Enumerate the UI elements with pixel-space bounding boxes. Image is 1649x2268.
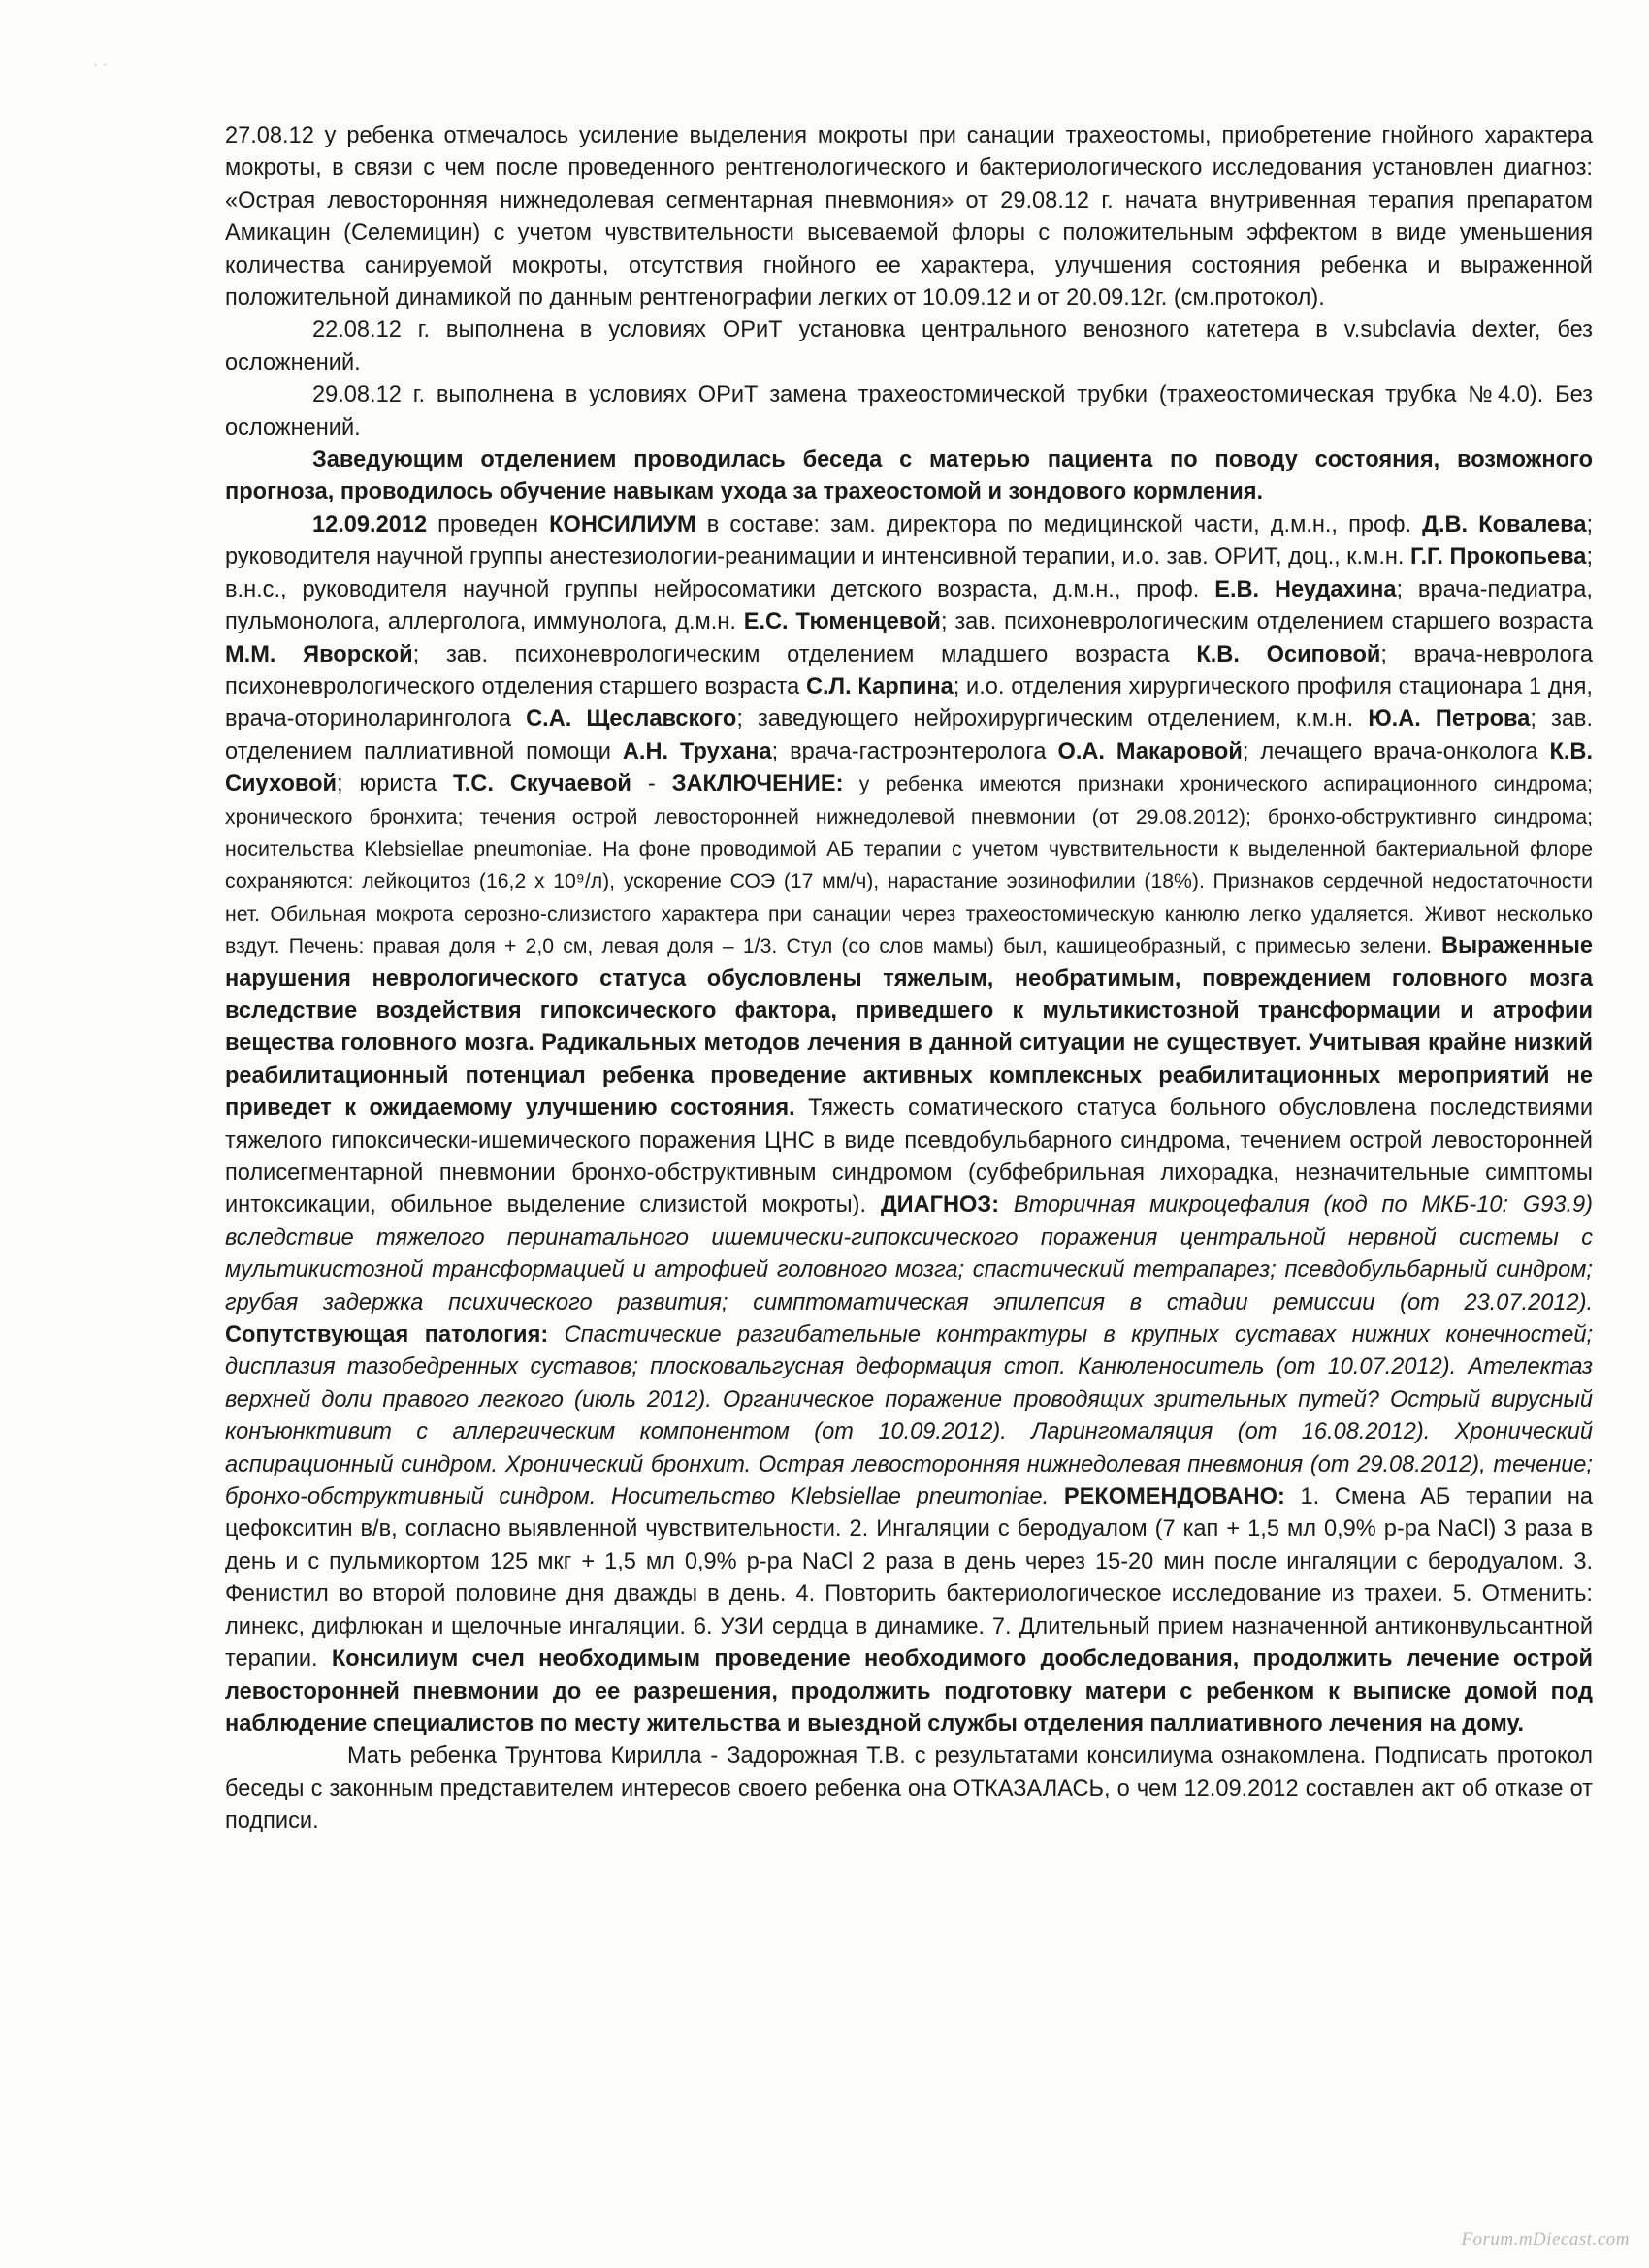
member-name: Д.В. Ковалева — [1422, 511, 1587, 537]
somatic-status: Тяжесть соматического статуса больного обусловлена последствиями тяжелого гипоксически-ишемического поражения ЦНС в виде псевдобульбарного синдрома, течением острой левосторонней полисегментарной пневмонии бронхо-обструктивным синдромом (субфебрильная лихорадка, незначительные симптомы интоксикации, обильное выделение слизистой мокроты). — [225, 1095, 1593, 1218]
scan-speck: · · — [93, 56, 109, 73]
member-name: О.А. Макаровой — [1057, 738, 1243, 764]
text-run: ; зав. отделением паллиативной помощи — [225, 706, 1594, 764]
text-run: ; в.н.с., руководителя научной группы нейросоматики детского возраста, д.м.н., проф. — [225, 544, 1593, 602]
member-name: Г.Г. Прокопьева — [1410, 544, 1587, 570]
text-run: ; врача-гастроэнтеролога — [771, 738, 1058, 764]
text-run: ; и.о. отделения хирургического профиля стационара 1 дня, врача-оториноларинголога — [225, 673, 1593, 732]
paragraph-tube-replacement: 29.08.12 г. выполнена в условиях ОРиТ замена трахеостомической трубки (трахеостомическая трубка №4.0). Без осложнений. — [225, 382, 1593, 440]
recommended-text: 1. Смена АБ терапии на цефокситин в/в, согласно выявленной чувствительности. 2. Ингаляции с беродуалом (7 кап + 1,5 мл 0,9% р-ра NaCl) 3 раза в день и с пульмикортом 125 мкг + 1,5 мл 0,9% р-ра NaCl 2 раза в день через 15-20 мин после ингаляции с беродуалом. 3. Фенистил во второй половине дня дважды в день. 4. Повторить бактериологическое исследование из трахеи. 5. Отменить: линекс, дифлюкан и щелочные ингаляции. 6. УЗИ сердца в динамике. 7. Длительный прием назначенной антиконвульсантной терапии. — [225, 1484, 1593, 1672]
text-run: - — [630, 771, 672, 797]
document-body — [225, 120, 1593, 1838]
watermark: Forum.mDiecast.com — [1461, 2229, 1630, 2250]
conclusion-text: у ребенка имеются признаки хронического аспирационного синдрома; хронического бронхита; течения острой левосторонней нижнедолевой пневмонии (от 29.08.2012); бронхо-обструктивнго синдрома; носительства Klebsiellae pneumoniae. На фоне проводимой АБ терапии с учетом чувствительности к выделенной бактериальной флоре сохраняются: лейкоцитоз (16,2 х 10⁹/л), ускорение СОЭ (17 мм/ч), нарастание эозинофилии (18%). Признаков сердечной недостаточности нет. Обильная мокрота серозно-слизистого характера при санации через трахеостомическую канюлю легко удаляется. Живот несколько вздут. Печень: правая доля + 2,0 см, левая доля – 1/3. Стул (со слов мамы) был, кашицеобразный, с примесью зелени. — [225, 773, 1593, 958]
comorbidity-text: Спастические разгибательные контрактуры в крупных суставах нижних конечностей; дисплазия тазобедренных суставов; плосковальгусная деформация стоп. Канюленоситель (от 10.07.2012). Ателектаз верхней доли правого легкого (июль 2012). Органическое поражение проводящих зрительных путей? Острый вирусный конъюнктивит с аллергическим компонентом (от 10.09.2012). Ларингомаляция (от 16.08.2012). Хронический аспирационный синдром. Хронический бронхит. Острая левосторонняя нижнедолевая пневмония (от 29.08.2012), течение; бронхо-обструктивный синдром. Носительство Klebsiellae pneumoniae. — [225, 1322, 1593, 1510]
text-run: проведен — [427, 511, 550, 537]
consilium-date: 12.09.2012 — [312, 511, 428, 537]
diagnosis-text: Вторичная микроцефалия (код по МКБ-10: G93.9) вследствие тяжелого перинатального ишемически-гипоксического поражения центральной нервной системы с мультикистозной трансформацией и атрофией головного мозга; спастический тетрапарез; псевдобульбарный синдром; грубая задержка психического развития; симптоматическая эпилепсия в стадии ремиссии (от 23.07.2012). — [225, 1192, 1593, 1315]
paragraph-conversation: Заведующим отделением проводилась беседа с матерью пациента по поводу состояния, возможного прогноза, проводилось обучение навыкам ухода за трахеостомой и зондового кормления. — [225, 447, 1593, 505]
text-run: в составе: зам. директора по медицинской части, д.м.н., проф. — [695, 511, 1423, 537]
consilium-word: КОНСИЛИУМ — [549, 511, 696, 537]
member-name: Е.С. Тюменцевой — [743, 609, 941, 635]
recommended-label: РЕКОМЕНДОВАНО: — [1049, 1484, 1285, 1510]
text-run: ; лечащего врача-онколога — [1242, 738, 1550, 764]
paragraph-pneumonia: 27.08.12 у ребенка отмечалось усиление выделения мокроты при санации трахеостомы, приобретение гнойного характера мокроты, в связи с чем после проведенного рентгенологического и бактериологического исследования установлен диагноз: «Острая левосторонняя нижнедолевая сегментарная пневмония» от 29.08.12 г. начата внутривенная терапия препаратом Амикацин (Селемицин) с учетом чувствительности высеваемой флоры с положительным эффектом в виде уменьшения количества санируемой мокроты, отсутствия гнойного ее характера, улучшения состояния ребенка и выраженной положительной динамикой по данным рентгенографии легких от 10.09.12 и от 20.09.12г. (см.протокол). — [225, 123, 1593, 311]
text-run: ; зав. психоневрологическим отделением старшего возраста — [940, 609, 1593, 635]
diagnosis-label: ДИАГНОЗ: — [880, 1192, 1000, 1218]
member-name: Ю.А. Петрова — [1368, 706, 1531, 732]
paragraph-consilium — [225, 509, 1593, 1740]
text-run: ; врача-педиатра, пульмонолога, аллерголога, иммунолога, д.м.н. — [225, 576, 1593, 635]
member-name: М.М. Яворской — [225, 641, 413, 667]
text-run: ; зав. психоневрологическим отделением младшего возраста — [412, 641, 1197, 667]
member-name: К.В. Осиповой — [1196, 641, 1381, 667]
member-name: К.В. Сиуховой — [225, 738, 1594, 797]
neuro-status-block: Выраженные нарушения неврологического статуса обусловлены тяжелым, необратимым, повреждением головного мозга вследствие воздействия гипоксического фактора, приведшего к мультикистозной трансформации и атрофии вещества головного мозга. Радикальных методов лечения в данной ситуации не существует. Учитывая крайне низкий реабилитационный потенциал ребенка проведение активных комплексных реабилитационных мероприятий не приведет к ожидаемому улучшению состояния. — [225, 933, 1593, 1121]
paragraph-refusal: Мать ребенка Трунтова Кирилла - Задорожная Т.В. с результатами консилиума ознакомлена. Подписать протокол беседы с законным представителем интересов своего ребенка она ОТКАЗАЛАСЬ, о чем 12.09.2012 составлен акт об отказе от подписи. — [225, 1743, 1593, 1834]
member-name: С.Л. Карпина — [805, 673, 954, 699]
member-name: Е.В. Неудахина — [1214, 576, 1397, 602]
conclusion-label: ЗАКЛЮЧЕНИЕ: — [671, 771, 844, 797]
paragraph-catheter: 22.08.12 г. выполнена в условиях ОРиТ установка центрального венозного катетера в v.subclavia dexter, без осложнений. — [225, 317, 1593, 375]
consilium-decision: Консилиум счел необходимым проведение необходимого дообследования, продолжить лечение острой левосторонней пневмонии до ее разрешения, продолжить подготовку матери с ребенком к выписке домой под наблюдение специалистов по месту жительства и выездной службы отделения паллиативного лечения на дому. — [225, 1646, 1593, 1736]
member-name: А.Н. Трухана — [622, 738, 772, 764]
text-run: ; заведующего нейрохирургическим отделением, к.м.н. — [736, 706, 1369, 732]
text-run: ; руководителя научной группы анестезиологии-реанимации и интенсивной терапии, и.о. зав. ОРИТ, доц., к.м.н. — [225, 511, 1594, 570]
text-run: ; врача-невролога психоневрологического отделения старшего возраста — [225, 641, 1593, 699]
comorbidity-label: Сопутствующая патология: — [225, 1322, 549, 1348]
text-run: ; юриста — [337, 771, 453, 797]
member-name: Т.С. Скучаевой — [453, 771, 631, 797]
member-name: С.А. Щеславского — [526, 706, 737, 732]
